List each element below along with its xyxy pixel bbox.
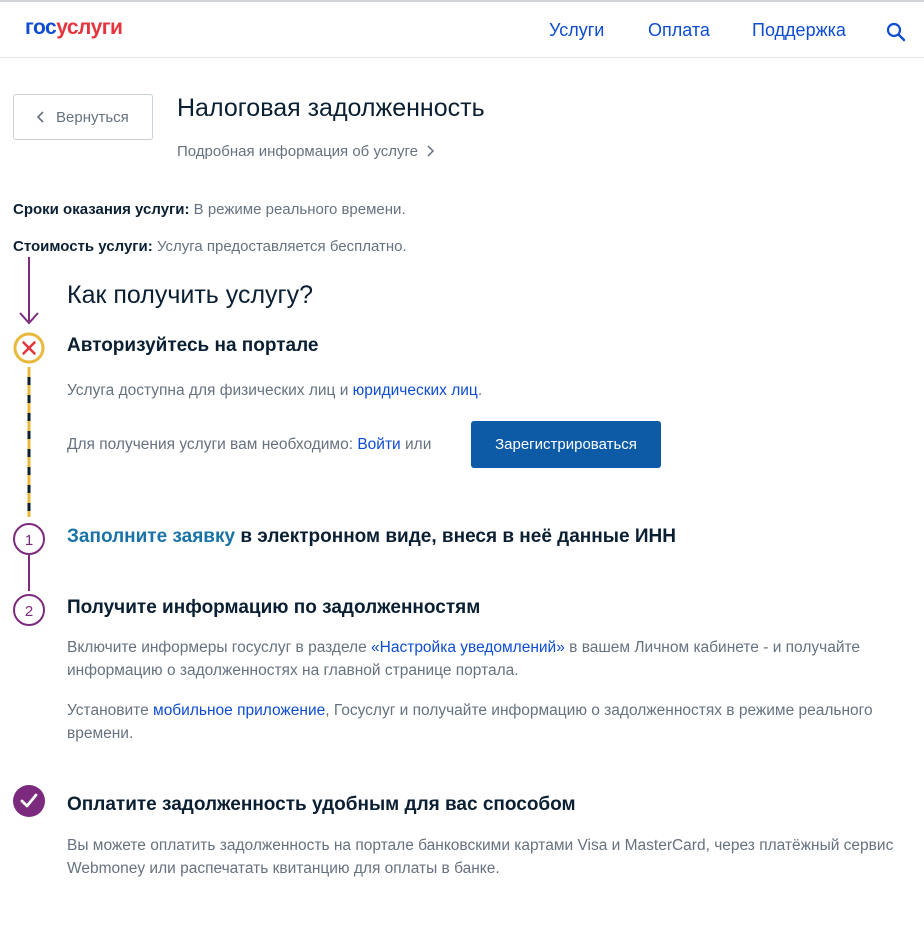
notification-settings-link[interactable]: «Настройка уведомлений»	[371, 639, 565, 656]
step-2-p2-text: Установите	[67, 702, 154, 719]
nav-payment[interactable]: Оплата	[648, 20, 710, 40]
step-auth-login-row	[67, 433, 467, 456]
service-details-label: Подробная информация об услуге	[177, 143, 419, 160]
error-status-icon	[15, 334, 43, 362]
step-auth-availability-text: Услуга доступна для физических лиц и	[67, 382, 353, 399]
step-2-p2-end: , Госуслуг и получайте информацию о задолженностях в режиме реального времени.	[67, 702, 873, 742]
step-auth-availability	[67, 379, 907, 402]
back-button-label: Вернуться	[56, 109, 129, 126]
register-button[interactable]: Зарегистрироваться	[471, 421, 661, 468]
step-auth-or-text: или	[400, 436, 432, 453]
logo-part-1: гос	[25, 16, 57, 39]
check-icon	[13, 785, 45, 817]
nav-services[interactable]: Услуги	[549, 20, 605, 40]
legal-entities-link[interactable]: юридических лиц	[352, 382, 478, 399]
login-link[interactable]: Войти	[357, 436, 401, 453]
service-cost-label: Стоимость услуги:	[13, 238, 153, 255]
step-2-p1-end: в вашем Личном кабинете - и получайте информацию о задолженностях на главной странице портала.	[67, 639, 861, 679]
service-terms-value: В режиме реального времени.	[193, 201, 406, 218]
service-cost	[13, 238, 407, 255]
step-3-title: Оплатите задолженность удобным для вас способом	[67, 794, 576, 815]
header	[0, 2, 924, 58]
step-1-title-text: в электронном виде, внеся в неё данные ИНН	[235, 526, 676, 547]
step-3-text: Вы можете оплатить задолженность на портале банковскими картами Visa и MasterCard, через платёжный сервис Webmoney или распечатать квитанцию для оплаты в банке.	[67, 837, 894, 877]
chevron-right-icon	[424, 145, 436, 157]
fill-application-link[interactable]: Заполните заявку	[67, 526, 236, 547]
step-1-number: 1	[24, 532, 34, 549]
mobile-app-link[interactable]: мобильное приложение	[153, 702, 326, 719]
how-to-title: Как получить услугу?	[67, 281, 314, 309]
step-auth-availability-end: .	[477, 382, 483, 399]
step-2-paragraph-2	[67, 699, 919, 745]
chevron-left-icon	[34, 110, 48, 124]
back-button[interactable]	[13, 94, 153, 140]
search-icon[interactable]	[886, 22, 906, 42]
step-auth-login-text: Для получения услуги вам необходимо:	[67, 436, 358, 453]
steps-timeline	[0, 255, 60, 835]
step-2-paragraph-1	[67, 636, 919, 682]
nav-support[interactable]: Поддержка	[752, 20, 846, 40]
logo[interactable]	[25, 16, 122, 40]
service-details-link[interactable]	[177, 143, 436, 160]
step-2-p1-text: Включите информеры госуслуг в разделе	[67, 639, 372, 656]
service-terms	[13, 201, 406, 218]
step-1-title	[67, 526, 917, 548]
step-2-title: Получите информацию по задолженностям	[67, 597, 481, 618]
service-cost-value: Услуга предоставляется бесплатно.	[156, 238, 407, 255]
page-title: Налоговая задолженность	[177, 94, 485, 122]
step-auth-title: Авторизуйтесь на портале	[67, 335, 319, 356]
logo-part-2: услуги	[56, 16, 123, 39]
step-2-number: 2	[24, 603, 34, 620]
service-terms-label: Сроки оказания услуги:	[13, 201, 190, 218]
